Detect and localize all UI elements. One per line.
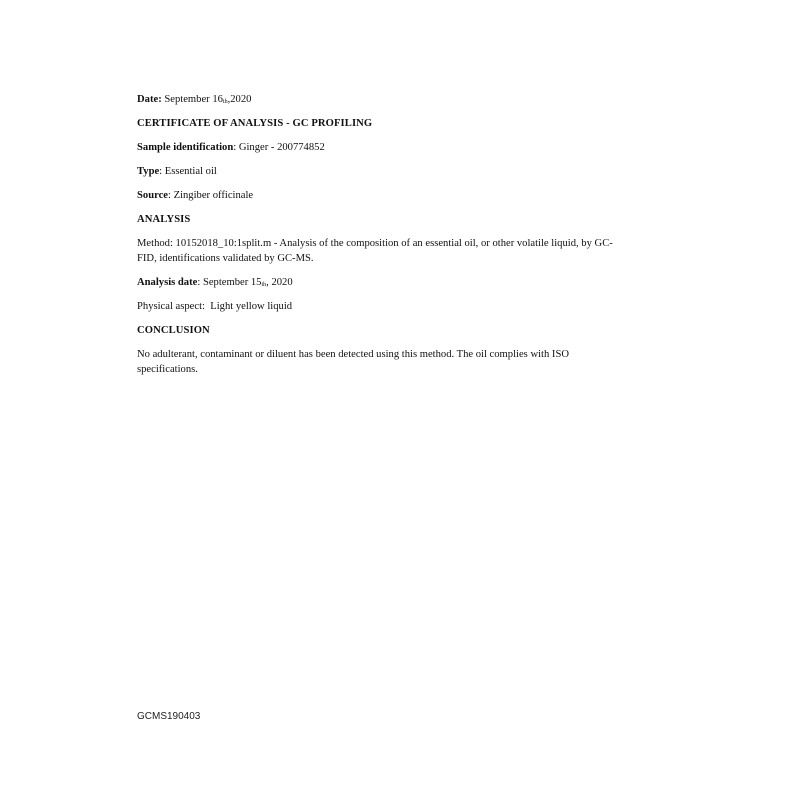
physical-aspect-line: Physical aspect: Light yellow liquid: [137, 301, 293, 312]
sample-value: Ginger - 200774852: [238, 142, 325, 153]
source-line: Source: Zingiber officinale: [137, 190, 254, 201]
footer-code: GCMS190403: [137, 711, 201, 722]
source-label: Source: [137, 190, 168, 201]
source-value: Zingiber officinale: [173, 190, 254, 201]
type-line: Type: Essential oil: [137, 166, 217, 177]
date-line: Date: September 16th,2020: [137, 94, 252, 105]
analysis-date-ordinal: th: [261, 282, 267, 288]
analysis-date-line: Analysis date: September 15th, 2020: [137, 277, 293, 288]
analysis-date-suffix: , 2020: [266, 277, 293, 288]
date-value-suffix: ,2020: [227, 94, 252, 105]
analysis-date-prefix: September 15: [202, 277, 262, 288]
date-value-prefix: September 16: [164, 94, 223, 105]
date-ordinal: th: [222, 99, 228, 105]
analysis-date-label: Analysis date: [137, 277, 198, 288]
date-label: Date: [137, 94, 159, 105]
certificate-body: [137, 92, 617, 386]
method-paragraph: Method: 10152018_10:1split.m - Analysis of the composition of an essential oil, or other volatile liquid, by GC-FID, identifications validated by GC-MS.: [137, 238, 613, 264]
certificate-title: CERTIFICATE OF ANALYSIS - GC PROFILING: [137, 118, 373, 129]
conclusion-heading: CONCLUSION: [137, 325, 210, 336]
sample-label: Sample identification: [137, 142, 234, 153]
conclusion-paragraph: No adulterant, contaminant or diluent has been detected using this method. The oil complies with ISO specifications.: [137, 349, 569, 375]
type-label: Type: [137, 166, 160, 177]
type-value: Essential oil: [164, 166, 217, 177]
analysis-heading: ANALYSIS: [137, 214, 191, 225]
sample-identification-line: Sample identification: Ginger - 200774852: [137, 142, 325, 153]
